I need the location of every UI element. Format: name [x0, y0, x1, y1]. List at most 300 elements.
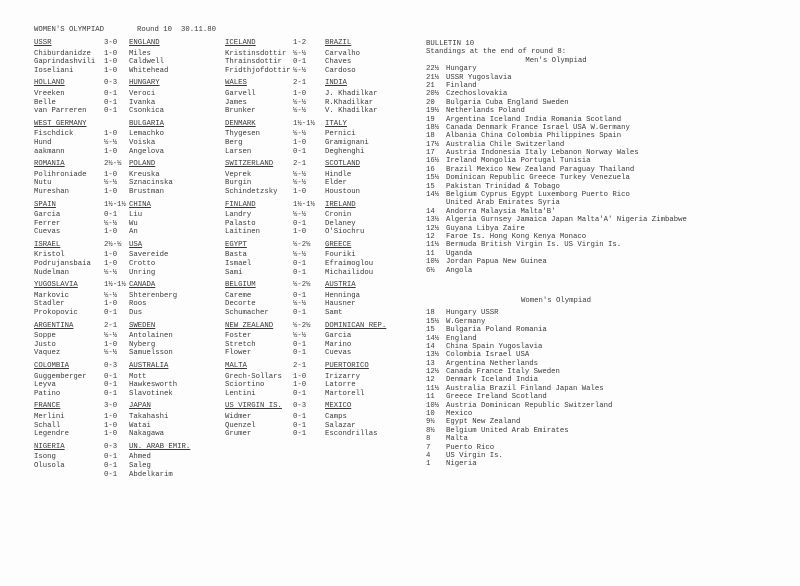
player-a: Hund [34, 138, 52, 147]
player-b: Chaves [325, 58, 352, 67]
team-a: ROMANIA [34, 160, 65, 169]
match-header [34, 120, 204, 129]
match-header [34, 160, 204, 169]
game-row [34, 211, 204, 220]
men-heading: Men's Olympiad [525, 56, 587, 65]
match-score: 1½-1½ [104, 200, 126, 209]
game-result: 0-1 [104, 389, 118, 398]
match-score: 2-1 [293, 362, 307, 370]
team-b: INDIA [325, 79, 347, 88]
match-score: ½-2½ [293, 321, 311, 330]
player-b: Nyberg [129, 340, 156, 349]
game-row [225, 390, 410, 399]
standing-points: 19½ [426, 107, 440, 116]
header-date: 30.11.80 [181, 26, 217, 34]
game-result: 1-0 [293, 89, 307, 98]
standing-teams: Albania China Colombia Philippines Spain [446, 132, 622, 141]
match-score: 0-3 [293, 402, 307, 411]
match-score: 1-2 [293, 39, 307, 47]
team-a: MALTA [225, 362, 247, 370]
game-row [225, 50, 410, 59]
match-header [225, 201, 410, 210]
team-a: YUGOSLAVIA [34, 281, 78, 290]
standing-teams: Austria Indonesia Italy Lebanon Norway Wales [446, 149, 639, 158]
player-a: Leyva [34, 381, 56, 390]
game-row [34, 430, 204, 439]
standing-row [426, 191, 746, 199]
results-middle-column [225, 39, 410, 443]
header-title: WOMEN'S OLYMPIAD [34, 26, 105, 34]
player-a: Basta [225, 251, 247, 260]
standing-teams: Argentina Netherlands [446, 359, 538, 368]
player-b: Caldwell [129, 58, 165, 67]
team-a: FINLAND [225, 200, 256, 209]
player-a: Thygesen [225, 130, 261, 139]
match-header [34, 79, 204, 88]
player-a: Brunker [225, 107, 256, 116]
game-result: 1-0 [104, 58, 118, 67]
player-b: Unring [129, 268, 156, 277]
standing-teams: Argentina Iceland India Romania Scotland [446, 115, 622, 124]
game-row [225, 260, 410, 269]
standing-points: 11½ [426, 241, 440, 250]
player-b: Savereide [129, 251, 169, 260]
player-b: Kreuska [129, 170, 160, 179]
game-result: 0-1 [293, 260, 307, 269]
standing-points: 18½ [426, 123, 440, 132]
player-b: Sznacinska [129, 179, 173, 188]
match-block [34, 362, 204, 398]
player-a: Soppe [34, 332, 56, 341]
game-result: 0-1 [293, 340, 307, 349]
game-row [34, 300, 204, 309]
match-score: 0-3 [104, 442, 118, 451]
player-b: Abdelkarim [129, 470, 173, 479]
player-b: Dus [129, 309, 143, 318]
game-row [34, 67, 204, 76]
standing-points: 15½ [426, 174, 440, 183]
standing-points: 16 [426, 165, 435, 174]
player-b: Cardoso [325, 66, 356, 75]
standing-row [426, 141, 746, 149]
standing-teams: Bulgaria Cuba England Sweden [446, 98, 569, 107]
player-b: Latorre [325, 381, 356, 390]
standing-points: 19 [426, 115, 435, 124]
team-b: AUSTRIA [325, 281, 356, 290]
standing-row [426, 82, 746, 90]
team-a: US VIRGIN IS. [225, 402, 282, 411]
game-result: ½-½ [104, 268, 118, 277]
standing-row [426, 149, 746, 157]
game-result: 0-1 [104, 89, 118, 98]
player-a: Kristol [34, 251, 65, 260]
standing-teams: Netherlands Poland [446, 107, 525, 116]
standing-row [426, 174, 746, 182]
player-a: Podrujansbaia [34, 260, 91, 269]
player-a: Mureshan [34, 187, 70, 196]
match-block [225, 160, 410, 196]
standing-teams: Australia Brazil Finland Japan Wales [446, 384, 604, 393]
match-score: ½-2½ [293, 240, 311, 249]
team-b: CANADA [129, 281, 156, 290]
game-result: 0-1 [293, 412, 307, 421]
match-score: 3-0 [104, 39, 118, 47]
game-row [225, 349, 410, 358]
match-score: 2-1 [293, 160, 307, 169]
player-a: Ferrer [34, 219, 61, 228]
game-row [34, 390, 204, 399]
player-b: Deghenghi [325, 147, 365, 156]
standing-row [426, 157, 746, 165]
team-b: DOMINICAN REP. [325, 321, 387, 330]
game-row [225, 67, 410, 76]
player-b: Miles [129, 49, 151, 58]
standing-points: 15½ [426, 317, 440, 326]
game-row [34, 341, 204, 350]
standing-row [426, 410, 746, 418]
player-a: Laitinen [225, 228, 261, 237]
player-b: Lemachko [129, 130, 165, 139]
standing-teams: Czechoslovakia [446, 90, 508, 99]
standing-row [426, 460, 746, 468]
standing-row [426, 418, 746, 426]
team-b: BULGARIA [129, 119, 165, 128]
team-a: DENMARK [225, 119, 256, 128]
standing-teams: England [446, 334, 477, 343]
standing-row [426, 74, 746, 82]
standing-row [426, 326, 746, 334]
game-row [225, 139, 410, 148]
game-result: ½-½ [104, 179, 118, 188]
game-row [34, 413, 204, 422]
match-block [225, 79, 410, 115]
team-a: FRANCE [34, 402, 61, 411]
match-block [34, 281, 204, 317]
team-b: CHINA [129, 200, 151, 209]
team-b: PUERTORICO [325, 362, 369, 370]
standing-row [426, 258, 746, 266]
game-result: 1-0 [293, 228, 307, 237]
match-block [225, 362, 410, 398]
match-score: 0-3 [104, 362, 118, 370]
player-a: Fischdick [34, 130, 74, 139]
standing-points: 17 [426, 149, 435, 158]
standing-points: 12½ [426, 224, 440, 233]
game-result: 1-0 [104, 130, 118, 139]
standing-row [426, 360, 746, 368]
team-a: EGYPT [225, 240, 247, 249]
game-result: ½-½ [293, 211, 307, 220]
standing-teams: Dominican Republic Greece Turkey Venezuela [446, 174, 630, 183]
player-b: Fouriki [325, 251, 356, 260]
match-block [225, 322, 410, 358]
game-result: 0-1 [104, 98, 118, 107]
team-a: NIGERIA [34, 442, 65, 451]
team-a: SWITZERLAND [225, 160, 274, 169]
match-score: 1½-1½ [293, 200, 315, 209]
match-block [225, 402, 410, 438]
match-score: 2-1 [293, 79, 307, 88]
game-result: 0-1 [293, 430, 307, 439]
match-block [225, 241, 410, 277]
standing-row [426, 166, 746, 174]
player-b: Camps [325, 412, 347, 421]
match-block [225, 120, 410, 156]
player-a: Sami [225, 268, 243, 277]
game-result: 0-1 [104, 381, 118, 390]
player-b: Nakagawa [129, 430, 165, 439]
game-row [34, 220, 204, 229]
player-a: Palasto [225, 219, 256, 228]
game-result: ½-½ [293, 300, 307, 309]
match-header [225, 281, 410, 290]
player-b: Carvalho [325, 49, 361, 58]
game-result: 0-1 [293, 219, 307, 228]
player-b: Efraimoglou [325, 260, 374, 269]
match-score: 2-1 [104, 321, 118, 330]
team-a: COLOMBIA [34, 362, 70, 370]
match-score: ½-2½ [293, 281, 311, 290]
game-result: ½-½ [293, 107, 307, 116]
player-b: Slavotinek [129, 389, 173, 398]
bulletin-title: BULLETIN 10 [426, 40, 475, 48]
game-result: ½-½ [293, 170, 307, 179]
team-a: ISRAEL [34, 240, 61, 249]
standing-teams: Belgium United Arab Emirates [446, 426, 569, 435]
player-b: Voiska [129, 138, 156, 147]
match-block [34, 241, 204, 277]
game-row [34, 171, 204, 180]
team-b: GREECE [325, 240, 352, 249]
standing-row [426, 318, 746, 326]
team-b: SWEDEN [129, 321, 156, 330]
player-b: Hausner [325, 300, 356, 309]
match-block [34, 201, 204, 237]
standing-teams: Bermuda British Virgin Is. US Virgin Is. [446, 241, 622, 250]
team-a: ICELAND [225, 39, 256, 47]
standing-row [426, 444, 746, 452]
player-a: Widmer [225, 412, 252, 421]
player-a: Kristinsdottir [225, 49, 287, 58]
player-b: Samuelsson [129, 349, 173, 358]
game-result: 0-1 [104, 372, 118, 381]
standing-row [426, 427, 746, 435]
game-row [34, 462, 204, 471]
standing-row [426, 393, 746, 401]
standing-teams: Andorra Malaysia Malta'B' [446, 207, 556, 216]
match-score: 1½-1½ [293, 119, 315, 128]
game-result: 1-0 [104, 187, 118, 196]
team-b: JAPAN [129, 402, 151, 411]
team-b: UN. ARAB EMIR. [129, 442, 191, 451]
game-row [225, 220, 410, 229]
player-a: Legendre [34, 430, 70, 439]
game-result: ½-½ [104, 349, 118, 358]
player-b: Elder [325, 179, 347, 188]
standing-points: 13½ [426, 351, 440, 360]
match-block [225, 201, 410, 237]
standing-points: 20 [426, 98, 435, 107]
player-b: Gramignani [325, 138, 369, 147]
player-b: Salazar [325, 421, 356, 430]
women-heading: Women's Olympiad [520, 296, 592, 305]
team-a: BELGIUM [225, 281, 256, 290]
standing-row [426, 435, 746, 443]
bulletin-subtitle: Standings at the end of round 8: [426, 48, 567, 57]
standing-points: 20½ [426, 90, 440, 99]
player-a: van Parreren [34, 107, 87, 116]
game-row [225, 90, 410, 99]
standing-row [426, 99, 746, 107]
game-result: ½-½ [293, 130, 307, 139]
game-row [34, 309, 204, 318]
game-row [34, 453, 204, 462]
player-a: Belle [34, 98, 56, 107]
match-header [34, 281, 204, 290]
header-round: Round 10 [137, 26, 173, 34]
standing-points: 14½ [426, 191, 440, 200]
standing-teams: Egypt New Zealand [446, 418, 521, 427]
player-a: Quenzel [225, 421, 256, 430]
standing-points: 13½ [426, 216, 440, 225]
standing-teams: Brazil Mexico New Zealand Paraguay Thailand [446, 165, 635, 174]
player-a: Thrainsdottir [225, 58, 282, 67]
match-header [225, 362, 410, 371]
game-result: ½-½ [104, 332, 118, 341]
match-header [225, 120, 410, 129]
standing-teams: Austria Dominican Republic Switzerland [446, 401, 613, 410]
game-row [34, 292, 204, 301]
standing-row [426, 107, 746, 115]
standing-row [426, 225, 746, 233]
player-b: Mott [129, 372, 147, 381]
game-row [34, 381, 204, 390]
game-result: 0-1 [293, 389, 307, 398]
standing-teams: Angola [446, 266, 473, 275]
standing-teams: Canada France Italy Sweden [446, 368, 560, 377]
match-block [34, 443, 204, 479]
player-a: Polihroniade [34, 170, 87, 179]
women-standings [426, 309, 746, 468]
match-header [225, 402, 410, 411]
match-header [34, 402, 204, 411]
standing-teams: Guyana Libya Zaire [446, 224, 525, 233]
standing-row [426, 452, 746, 460]
game-result: ½-½ [293, 49, 307, 58]
game-result: 0-1 [293, 421, 307, 430]
standing-points: 14 [426, 207, 435, 216]
player-a: Larsen [225, 147, 252, 156]
standing-points: 12½ [426, 368, 440, 377]
standing-teams: Hungary USSR [446, 309, 499, 318]
player-a: Garvell [225, 89, 256, 98]
standing-teams: Bulgaria Poland Romania [446, 326, 547, 335]
team-a: SPAIN [34, 200, 56, 209]
game-result: 0-1 [293, 291, 307, 300]
player-a: Stretch [225, 340, 256, 349]
game-result: 0-1 [293, 147, 307, 156]
game-result: 1-0 [104, 300, 118, 309]
game-row [34, 50, 204, 59]
player-a: Berg [225, 138, 243, 147]
standing-teams: Algeria Gurnsey Jamaica Japan Malta'A' Nigeria Zimbabwe [446, 216, 687, 225]
player-b: Ivanka [129, 98, 156, 107]
player-b: Cronin [325, 211, 352, 220]
standing-row [426, 385, 746, 393]
game-row [225, 99, 410, 108]
game-row [34, 90, 204, 99]
game-row [34, 251, 204, 260]
player-a: Schindetzsky [225, 187, 278, 196]
standing-row [426, 241, 746, 249]
results-left-column [34, 39, 204, 483]
standing-points: 8 [426, 435, 431, 444]
standing-points: 15 [426, 326, 435, 335]
match-score: 1½-1½ [104, 281, 126, 290]
game-result: 1-0 [104, 340, 118, 349]
game-result: 0-1 [104, 470, 118, 479]
standing-teams: United Arab Emirates Syria [446, 199, 560, 208]
player-a: Veprek [225, 170, 252, 179]
standing-row [426, 309, 746, 317]
standing-points: 22½ [426, 65, 440, 74]
game-result: 1-0 [104, 228, 118, 237]
standing-teams: Puerto Rico [446, 443, 495, 452]
player-a: Foster [225, 332, 252, 341]
standing-points: 10½ [426, 401, 440, 410]
standing-row [426, 216, 746, 224]
game-result: 1-0 [104, 260, 118, 269]
standing-points: 1 [426, 460, 431, 469]
game-row [34, 373, 204, 382]
team-b: ITALY [325, 119, 347, 128]
player-a: Guggemberger [34, 372, 87, 381]
team-b: IRELAND [325, 200, 356, 209]
game-result: 0-1 [104, 107, 118, 116]
game-row [225, 179, 410, 188]
game-row [225, 332, 410, 341]
team-a: WALES [225, 79, 247, 88]
game-row [225, 373, 410, 382]
match-header [225, 241, 410, 250]
game-row [225, 381, 410, 390]
match-header [34, 362, 204, 371]
player-b: Veroci [129, 89, 156, 98]
game-row [225, 130, 410, 139]
game-result: 1-0 [293, 381, 307, 390]
match-block [34, 402, 204, 438]
game-result: 1-0 [293, 372, 307, 381]
player-a: Vreeken [34, 89, 65, 98]
player-b: Marino [325, 340, 352, 349]
standing-row [426, 376, 746, 384]
standing-points: 12 [426, 232, 435, 241]
team-b: AUSTRALIA [129, 362, 169, 370]
game-result: 1-0 [104, 49, 118, 58]
game-result: ½-½ [293, 66, 307, 75]
standing-points: 21 [426, 81, 435, 90]
game-row [225, 422, 410, 431]
standing-teams: Malta [446, 435, 468, 444]
standing-row [426, 343, 746, 351]
player-b: Hawkesworth [129, 381, 178, 390]
match-block [225, 39, 410, 75]
player-b: Shterenberg [129, 291, 178, 300]
team-a: HOLLAND [34, 79, 65, 88]
standing-points: 11 [426, 249, 435, 258]
player-a: Olusola [34, 461, 65, 470]
player-a: Garcia [34, 211, 61, 220]
